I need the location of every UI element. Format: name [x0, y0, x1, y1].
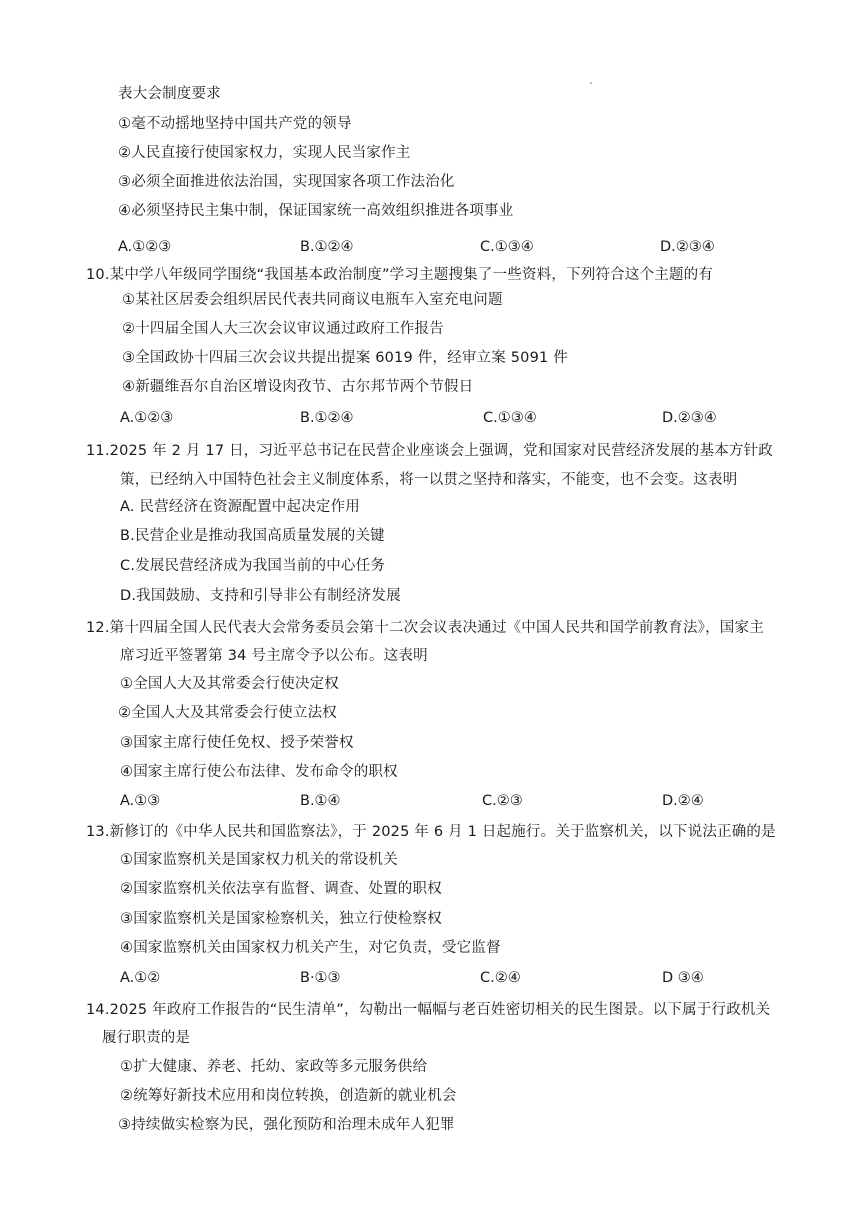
q12-item-2: ②全国人大及其常委会行使立法权 [118, 705, 337, 721]
q11-choice-c: C.发展民营经济成为我国当前的中心任务 [120, 558, 386, 574]
q11-stem-line-1: 11.2025 年 2 月 17 日，习近平总书记在民营企业座谈会上强调，党和国家对民营经济发展的基本方针政 [86, 443, 773, 459]
q10-item-3: ③全国政协十四届三次会议共提出提案 6019 件，经审立案 5091 件 [122, 350, 568, 366]
q13-option-b: B·①③ [300, 970, 341, 986]
q14-item-2: ②统筹好新技术应用和岗位转换，创造新的就业机会 [120, 1088, 457, 1104]
q9-item-1: ①毫不动摇地坚持中国共产党的领导 [118, 116, 352, 132]
q13-item-1: ①国家监察机关是国家权力机关的常设机关 [120, 852, 398, 868]
q10-option-b: B.①②④ [300, 410, 354, 426]
q13-item-4: ④国家监察机关由国家权力机关产生，对它负责，受它监督 [120, 940, 501, 956]
q9-option-a: A.①②③ [118, 239, 172, 255]
q10-item-1: ①某社区居委会组织居民代表共同商议电瓶车入室充电问题 [122, 292, 503, 308]
q9-option-c: C.①③④ [480, 239, 534, 255]
q11-choice-a: A. 民营经济在资源配置中起决定作用 [120, 499, 360, 515]
q12-option-a: A.①③ [120, 793, 161, 809]
q12-item-1: ①全国人大及其常委会行使决定权 [120, 676, 339, 692]
q9-option-b: B.①②④ [300, 239, 354, 255]
q9-item-3: ③必须全面推进依法治国，实现国家各项工作法治化 [118, 174, 455, 190]
q12-option-b: B.①④ [300, 793, 341, 809]
q11-choice-b: B.民营企业是推动我国高质量发展的关键 [120, 528, 385, 544]
q10-option-d: D.②③④ [662, 410, 717, 426]
q9-item-4: ④必须坚持民主集中制，保证国家统一高效组织推进各项事业 [118, 203, 514, 219]
q13-option-c: C.②④ [480, 970, 521, 986]
q12-option-d: D.②④ [662, 793, 704, 809]
q14-stem-line-2: 履行职责的是 [102, 1030, 191, 1046]
q12-stem-line-1: 12.第十四届全国人民代表大会常务委员会第十二次会议表决通过《中国人民共和国学前教育法》，国家主 [86, 620, 764, 636]
q11-choice-d: D.我国鼓励、支持和引导非公有制经济发展 [120, 588, 401, 604]
q11-stem-line-2: 策，已经纳入中国特色社会主义制度体系，将一以贯之坚持和落实，不能变，也不会变。这表明 [120, 472, 738, 488]
q10-item-4: ④新疆维吾尔自治区增设肉孜节、古尔邦节两个节假日 [122, 379, 474, 395]
q9-item-2: ②人民直接行使国家权力，实现人民当家作主 [118, 145, 411, 161]
q12-option-c: C.②③ [482, 793, 523, 809]
q14-item-3: ③持续做实检察为民，强化预防和治理未成年人犯罪 [118, 1117, 455, 1133]
scan-dot [590, 82, 592, 84]
q13-option-d: D ③④ [662, 970, 704, 986]
q13-item-2: ②国家监察机关依法享有监督、调查、处置的职权 [120, 881, 442, 897]
q9-option-d: D.②③④ [660, 239, 715, 255]
q10-stem: 10.某中学八年级同学围绕“我国基本政治制度”学习主题搜集了一些资料，下列符合这个主题的有 [86, 267, 714, 283]
q10-item-2: ②十四届全国人大三次会议审议通过政府工作报告 [122, 321, 444, 337]
q12-item-3: ③国家主席行使任免权、授予荣誉权 [120, 735, 354, 751]
q14-stem-line-1: 14.2025 年政府工作报告的“民生清单”，勾勒出一幅幅与老百姓密切相关的民生图景。以下属于行政机关 [86, 1002, 771, 1018]
q13-option-a: A.①② [120, 970, 161, 986]
q10-option-a: A.①②③ [120, 410, 174, 426]
q12-stem-line-2: 席习近平签署第 34 号主席令予以公布。这表明 [120, 648, 428, 664]
q12-item-4: ④国家主席行使公布法律、发布命令的职权 [120, 764, 398, 780]
q10-option-c: C.①③④ [483, 410, 537, 426]
q13-stem: 13.新修订的《中华人民共和国监察法》，于 2025 年 6 月 1 日起施行。关于监察机关，以下说法正确的是 [86, 824, 776, 840]
q14-item-1: ①扩大健康、养老、托幼、家政等多元服务供给 [120, 1059, 428, 1075]
q13-item-3: ③国家监察机关是国家检察机关，独立行使检察权 [120, 911, 442, 927]
q9-continuation: 表大会制度要求 [118, 86, 221, 102]
